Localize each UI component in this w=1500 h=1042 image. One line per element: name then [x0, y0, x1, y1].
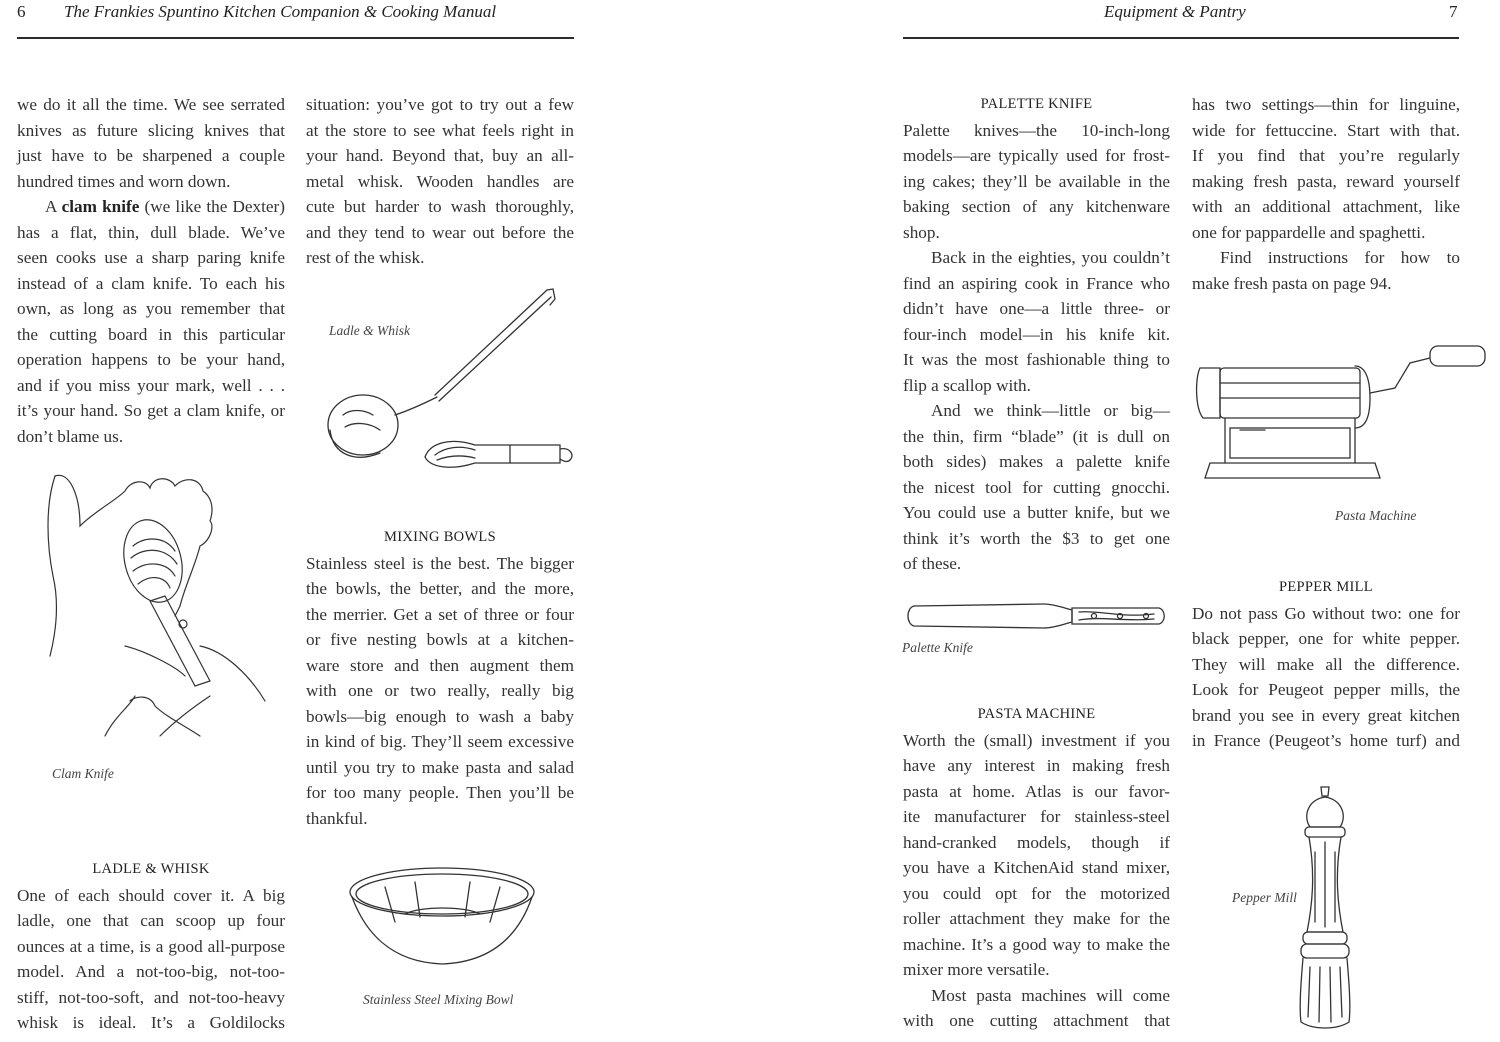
text-line: hand-cranked models, though if — [903, 832, 1170, 852]
pepper-mill-caption: Pepper Mill — [1232, 890, 1297, 905]
text-line: Find instructions for how to — [1220, 248, 1460, 267]
text-line: roller attachment they make for the — [903, 909, 1170, 928]
text-line: mixer more versatile. — [903, 960, 1050, 979]
left-header-rule — [17, 37, 574, 39]
text-line: Palette knives—the 10-inch-long — [903, 120, 1170, 140]
text-line: whisk is ideal. It’s a Goldilocks — [17, 1013, 285, 1032]
text-line: we do it all the time. We see serrated — [17, 95, 285, 114]
text-line: situation: you’ve got to try out a few — [306, 95, 574, 114]
text-line: thankful. — [306, 808, 368, 828]
left-page — [0, 0, 600, 1042]
text-line: A clam knife (we like the Dexter) — [45, 197, 285, 216]
ladle-whisk-heading: LADLE & WHISK — [92, 861, 210, 877]
right-column-2 — [1192, 92, 1460, 296]
text-line: brand you see in every great kitchen — [1192, 705, 1460, 725]
text-line: You could use a butter knife, but we — [903, 503, 1170, 522]
text-line: baking section of any kitchenware — [903, 197, 1170, 216]
right-running-title: Equipment & Pantry — [1104, 2, 1246, 21]
ladle-whisk-section — [17, 857, 285, 1036]
text-line: you could opt for the motorized — [903, 883, 1170, 903]
text-line: And we think—little or big— — [931, 401, 1170, 420]
text-line: your hand. Beyond that, buy an all- — [306, 146, 574, 165]
text-line: the merrier. Get a set of three or four — [306, 604, 574, 624]
left-column-2 — [306, 92, 574, 271]
clam-knife-caption: Clam Knife — [52, 766, 114, 781]
text-line: Most pasta machines will come — [931, 985, 1170, 1005]
text-line: until you try to make pasta and salad — [306, 757, 574, 777]
text-line: They will make all the difference. — [1192, 654, 1460, 674]
text-line: both sides) makes a palette knife — [903, 452, 1170, 471]
text-line: with one or two really, really big — [306, 681, 574, 700]
text-line: cute but harder to wash thoroughly, — [306, 197, 574, 216]
text-line: It was the most fashionable thing to — [903, 350, 1170, 369]
text-line: the bowls, the better, and the more, — [306, 579, 574, 598]
text-line: of these. — [903, 554, 962, 573]
text-line: one for pappardelle and spaghetti. — [1192, 222, 1426, 242]
text-line: knives as future slicing knives that — [17, 120, 285, 140]
pasta-machine-section — [903, 702, 1170, 1034]
pasta-machine-caption: Pasta Machine — [1335, 508, 1417, 523]
mixing-bowl-illustration — [345, 862, 540, 972]
mixing-bowls-heading: MIXING BOWLS — [384, 529, 496, 545]
text-line: machine. It’s a good way to make the — [903, 934, 1170, 954]
text-line: models—are typically used for frost- — [903, 146, 1170, 165]
left-column-1 — [17, 92, 285, 449]
text-line: pasta at home. Atlas is our favor- — [903, 781, 1170, 801]
text-line: ware store and then augment them — [306, 655, 574, 675]
text-line: the nicest tool for cutting gnocchi. — [903, 477, 1170, 497]
text-line: you have a KitchenAid stand mixer, — [903, 858, 1170, 877]
text-line: the thin, firm “blade” (it is dull on — [903, 426, 1170, 446]
palette-knife-illustration — [904, 598, 1166, 634]
text-line: metal whisk. Wooden handles are — [306, 171, 574, 191]
text-line: have any interest in making fresh — [903, 756, 1170, 775]
text-line: instead of a clam knife. To each his — [17, 273, 285, 293]
text-line: Worth the (small) investment if you — [903, 730, 1170, 750]
text-line: has two settings—thin for linguine, — [1192, 95, 1460, 114]
text-line: with one cutting attachment that — [903, 1011, 1170, 1030]
text-line: making fresh pasta, reward yourself — [1192, 171, 1460, 191]
pepper-mill-section — [1192, 575, 1460, 754]
text-line: seen cooks use a sharp paring knife — [17, 248, 285, 267]
text-line: make fresh pasta on page 94. — [1192, 273, 1392, 293]
text-line: think it’s worth the $3 to get one — [903, 528, 1170, 548]
text-line: ite manufacturer for stainless-steel — [903, 807, 1170, 826]
left-running-title: The Frankies Spuntino Kitchen Companion & Cooking Manual — [64, 2, 497, 21]
pepper-mill-illustration — [1295, 782, 1355, 1032]
text-line: wide for fettuccine. Start with that. — [1192, 120, 1460, 140]
text-line: don’t blame us. — [17, 426, 124, 446]
text-line: and if you miss your mark, well . . . — [17, 375, 285, 395]
text-line: for too many people. Then you’ll be — [306, 783, 574, 802]
pasta-machine-illustration — [1195, 338, 1490, 498]
text-line: with an additional attachment, like — [1192, 197, 1460, 216]
palette-knife-caption: Palette Knife — [902, 640, 973, 655]
mixing-bowls-section — [306, 525, 574, 831]
ladle-whisk-illustration — [325, 285, 580, 475]
text-line: own, as long as you remember that — [17, 299, 285, 318]
text-line: model. And a not-too-big, not-too- — [17, 962, 285, 981]
right-page — [890, 0, 1500, 1042]
text-line: hundred times and worn down. — [17, 171, 231, 191]
clam-knife-term: clam knife — [61, 197, 140, 216]
paragraph — [17, 92, 285, 194]
text-line: or five nesting bowls at a kitchen- — [306, 630, 574, 649]
pasta-machine-heading: PASTA MACHINE — [977, 706, 1096, 722]
left-running-head — [0, 2, 600, 32]
right-header-rule — [903, 37, 1459, 39]
right-running-head — [890, 2, 1500, 32]
text-line: didn’t have one—a little three- or — [903, 299, 1170, 318]
palette-knife-heading: PALETTE KNIFE — [980, 96, 1093, 112]
text-line: Back in the eighties, you couldn’t — [931, 248, 1170, 267]
text-line: at the store to see what feels right in — [306, 120, 574, 140]
text-line: just have to be sharpened a couple — [17, 146, 285, 165]
text-line: find an aspiring cook in France who — [903, 273, 1170, 293]
text-line: flip a scallop with. — [903, 375, 1031, 395]
text-line: it’s your hand. So get a clam knife, or — [17, 401, 285, 420]
text-line: Stainless steel is the best. The bigger — [306, 553, 574, 573]
text-line: Do not pass Go without two: one for — [1192, 603, 1460, 623]
text-line: in kind of big. They’ll seem excessive — [306, 732, 574, 751]
text-line: four-inch model—in his knife kit. — [903, 324, 1170, 344]
text-line: ing cakes; they’ll be available in the — [903, 171, 1170, 191]
text-line: If you find that you’re regularly — [1192, 146, 1460, 165]
ladle-whisk-caption: Ladle & Whisk — [329, 323, 410, 338]
text-line: and they tend to wear out before the — [306, 222, 574, 242]
left-page-number: 6 — [17, 2, 26, 21]
text-line: stiff, not-too-soft, and not-too-heavy — [17, 987, 285, 1007]
right-column-1 — [903, 92, 1170, 577]
text-line: ounces at a time, is a good all-purpose — [17, 936, 285, 956]
text-line: ladle, one that can scoop up four — [17, 911, 285, 930]
text-line: rest of the whisk. — [306, 248, 425, 267]
clam-knife-illustration — [35, 466, 275, 756]
text-line: black pepper, one for white pepper. — [1192, 629, 1460, 648]
mixing-bowl-caption: Stainless Steel Mixing Bowl — [363, 992, 514, 1007]
text-line: Look for Peugeot pepper mills, the — [1192, 680, 1460, 699]
text-line: operation happens to be your hand, — [17, 350, 285, 369]
pepper-mill-heading: PEPPER MILL — [1279, 579, 1373, 595]
right-page-number: 7 — [1449, 2, 1458, 21]
text-line: shop. — [903, 222, 940, 242]
text-line: One of each should cover it. A big — [17, 885, 285, 905]
text-line: the cutting board in this particular — [17, 324, 285, 344]
text-line: has a flat, thin, dull blade. We’ve — [17, 222, 285, 242]
clam-knife-paragraph — [17, 194, 285, 449]
text-line: in France (Peugeot’s home turf) and — [1192, 731, 1460, 750]
text-line: bowls—big enough to wash a baby — [306, 706, 574, 726]
